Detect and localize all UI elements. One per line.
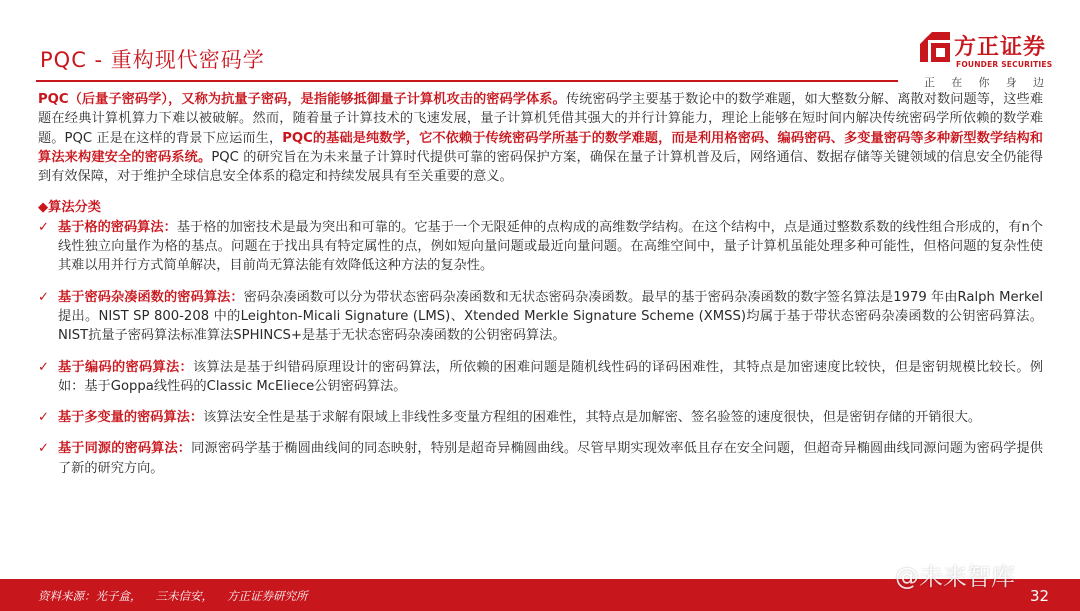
page-number: 32 <box>1030 587 1050 605</box>
logo-slogan <box>924 74 1044 90</box>
algorithm-label: 基于编码的密码算法： <box>58 359 193 375</box>
watermark: @未来智库 <box>895 563 1015 591</box>
intro-lead: PQC（后量子密码学），又称为抗量子密码，是指能够抵御量子计算机攻击的密码学体系。 <box>38 92 566 107</box>
intro-paragraph <box>38 90 1043 186</box>
checkmark-icon: ✓ <box>38 410 50 426</box>
source-item: 资料来源：光子盒， <box>38 589 142 603</box>
logo-name: 方正证券 <box>954 35 1047 60</box>
slogan-char: 身 <box>1005 76 1017 89</box>
slogan-char: 在 <box>951 76 963 89</box>
slogan-char: 你 <box>978 76 990 89</box>
algorithm-text: 同源密码学基于椭圆曲线间的同态映射，特别是超奇异椭圆曲线。尽管早期实现效率低且存在安全问题，但超奇异椭圆曲线同源问题为密码学提供了新的研究方向。 <box>58 441 1043 476</box>
algorithm-text: 密码杂凑函数可以分为带状态密码杂凑函数和无状态密码杂凑函数。最早的基于密码杂凑函数的数字签名算法是1979 年由Ralph Merkel 提出。NIST SP 800-208 中的Leighton-Micali Signature (LMS)、Xtended Merkle Signature Scheme (XMSS)均属于基于带状态密码杂凑函数的公钥密码算法。NIST抗量子密码算法标准算法SPHINCS+是基于无状态密码杂凑函数的公钥密码算法。 <box>58 289 1043 344</box>
title-divider <box>36 80 898 82</box>
main-content <box>38 90 1043 478</box>
algorithm-item <box>38 439 1043 478</box>
source-item: 三未信安， <box>155 589 213 603</box>
slogan-char: 边 <box>1033 76 1044 89</box>
checkmark-icon: ✓ <box>38 289 50 305</box>
logo-english: FOUNDER SECURITIES <box>956 60 1053 69</box>
algorithm-label: 基于密码杂凑函数的密码算法： <box>58 289 244 305</box>
slogan-char: 正 <box>924 76 935 89</box>
algorithm-label: 基于同源的密码算法： <box>58 441 192 457</box>
section-title: ◆算法分类 <box>38 200 101 216</box>
algorithm-label: 基于多变量的密码算法： <box>58 410 204 426</box>
algorithm-text: 该算法是基于纠错码原理设计的密码算法，所依赖的困难问题是随机线性码的译码困难性，其特点是加密速度比较快，但是密钥规模比较长。例如：基于Goppa线性码的Classic McEliece公钥密码算法。 <box>58 359 1044 394</box>
founder-logo-icon <box>920 32 950 62</box>
checkmark-icon: ✓ <box>38 219 50 235</box>
algorithm-label: 基于格的密码算法： <box>58 219 177 235</box>
checkmark-icon: ✓ <box>38 359 50 375</box>
intro-text-2: PQC 的研究旨在为未来量子计算时代提供可靠的密码保护方案，确保在量子计算机普及后，网络通信、数据存储等关键领域的信息安全仍能得到有效保障，对于维护全球信息安全体系的稳定和持续发展具有至关重要的意义。 <box>38 149 1043 185</box>
algorithm-item <box>38 358 1043 397</box>
intro-bold: PQC的基础是纯数学，它不依赖于传统密码学所基于的数学难题，而是利用格密码、编码密码、多变量密码等多种新型数学结构和算法来构建安全的密码系统。 <box>38 130 1043 165</box>
intro-text-1: 传统密码学主要基于数论中的数学难题，如大整数分解、离散对数问题等，这些难题在经典计算机算力下难以被破解。然而，随着量子计算技术的飞速发展，量子计算机凭借其强大的并行计算能力，理论上能够在短时间内解决传统密码学所依赖的数学难题。PQC 正是在这样的背景下应运而生， <box>38 92 1044 146</box>
founder-securities-logo <box>920 30 1060 90</box>
footer-source <box>38 588 322 604</box>
page-title: PQC - 重构现代密码学 <box>40 48 265 72</box>
algorithm-text: 基于格的加密技术是最为突出和可靠的。它基于一个无限延伸的点构成的高维数学结构。在这个结构中，点是通过整数系数的线性组合形成的，有n个线性独立向量作为格的基点。问题在于找出具有特定属性的点，例如短向量问题或最近向量问题。在高维空间中，量子计算机虽能处理多种可能性，但格问题的复杂性使其难以用并行方式简单解决，目前尚无算法能有效降低这种方法的复杂性。 <box>58 219 1043 274</box>
algorithm-item <box>38 408 1043 427</box>
source-item: 方正证券研究所 <box>227 589 308 603</box>
algorithm-text: 该算法安全性是基于求解有限域上非线性多变量方程组的困难性，其特点是加解密、签名验签的速度很快，但是密钥存储的开销很大。 <box>203 410 982 426</box>
algorithm-item <box>38 218 1043 276</box>
algorithm-item <box>38 288 1043 346</box>
checkmark-icon: ✓ <box>38 441 50 457</box>
